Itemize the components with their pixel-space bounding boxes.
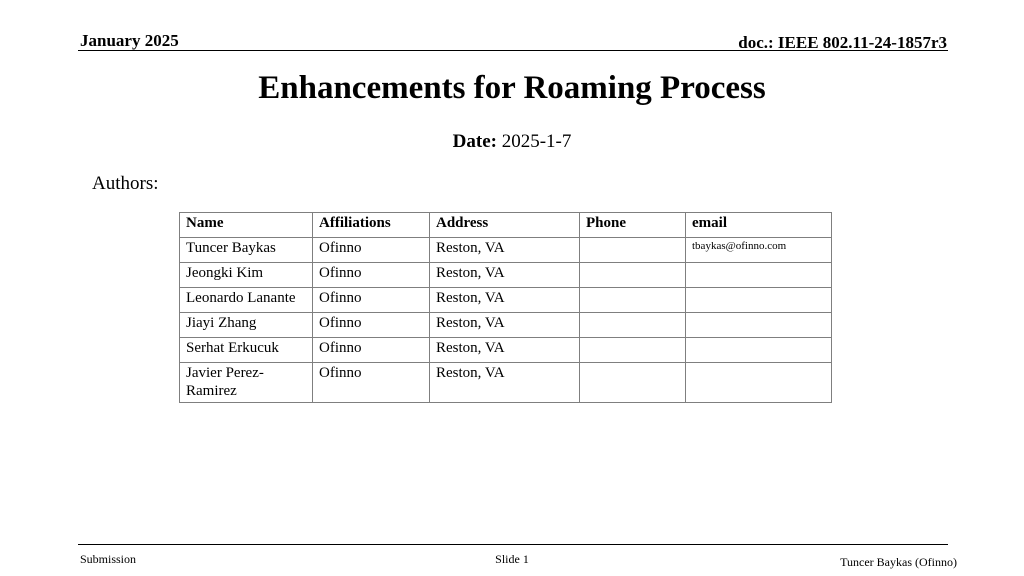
column-header-address: Address [430, 213, 580, 238]
column-header-name: Name [180, 213, 313, 238]
cell-name: Jiayi Zhang [180, 313, 313, 338]
cell-email [686, 263, 832, 288]
cell-name: Serhat Erkucuk [180, 338, 313, 363]
cell-affiliation: Ofinno [313, 238, 430, 263]
cell-phone [580, 263, 686, 288]
cell-phone [580, 363, 686, 403]
table-row [180, 338, 832, 363]
cell-phone [580, 313, 686, 338]
footer-author: Tuncer Baykas (Ofinno) [840, 555, 957, 569]
cell-email [686, 313, 832, 338]
cell-address: Reston, VA [430, 338, 580, 363]
cell-name: Jeongki Kim [180, 263, 313, 288]
cell-affiliation: Ofinno [313, 363, 430, 403]
cell-phone [580, 238, 686, 263]
column-header-email: email [686, 213, 832, 238]
table-header-row [180, 213, 832, 238]
date-line [0, 131, 1024, 153]
table-row [180, 363, 832, 403]
footer-divider [78, 544, 948, 545]
cell-phone [580, 288, 686, 313]
cell-email [686, 338, 832, 363]
column-header-affiliations: Affiliations [313, 213, 430, 238]
header-date: January 2025 [80, 31, 179, 50]
footer-slide-number: Slide 1 [495, 552, 529, 566]
cell-name: Tuncer Baykas [180, 238, 313, 263]
cell-email [686, 288, 832, 313]
cell-phone [580, 338, 686, 363]
cell-email [686, 363, 832, 403]
authors-label: Authors: [92, 173, 159, 194]
cell-name: Javier Perez-Ramirez [180, 363, 313, 403]
table-row [180, 238, 832, 263]
cell-address: Reston, VA [430, 238, 580, 263]
table-row [180, 313, 832, 338]
authors-table [179, 212, 832, 403]
cell-address: Reston, VA [430, 313, 580, 338]
cell-affiliation: Ofinno [313, 338, 430, 363]
date-label: Date: [452, 131, 497, 152]
cell-address: Reston, VA [430, 363, 580, 403]
date-value: 2025-1-7 [501, 131, 572, 152]
footer-submission: Submission [80, 552, 137, 566]
cell-address: Reston, VA [430, 288, 580, 313]
cell-affiliation: Ofinno [313, 288, 430, 313]
cell-address: Reston, VA [430, 263, 580, 288]
table-row [180, 288, 832, 313]
slide-title: Enhancements for Roaming Process [258, 70, 766, 106]
cell-affiliation: Ofinno [313, 313, 430, 338]
cell-name: Leonardo Lanante [180, 288, 313, 313]
column-header-phone: Phone [580, 213, 686, 238]
cell-email: tbaykas@ofinno.com [686, 238, 832, 263]
header-divider [78, 50, 948, 51]
table-row [180, 263, 832, 288]
header-doc-id: doc.: IEEE 802.11-24-1857r3 [738, 33, 947, 52]
cell-affiliation: Ofinno [313, 263, 430, 288]
